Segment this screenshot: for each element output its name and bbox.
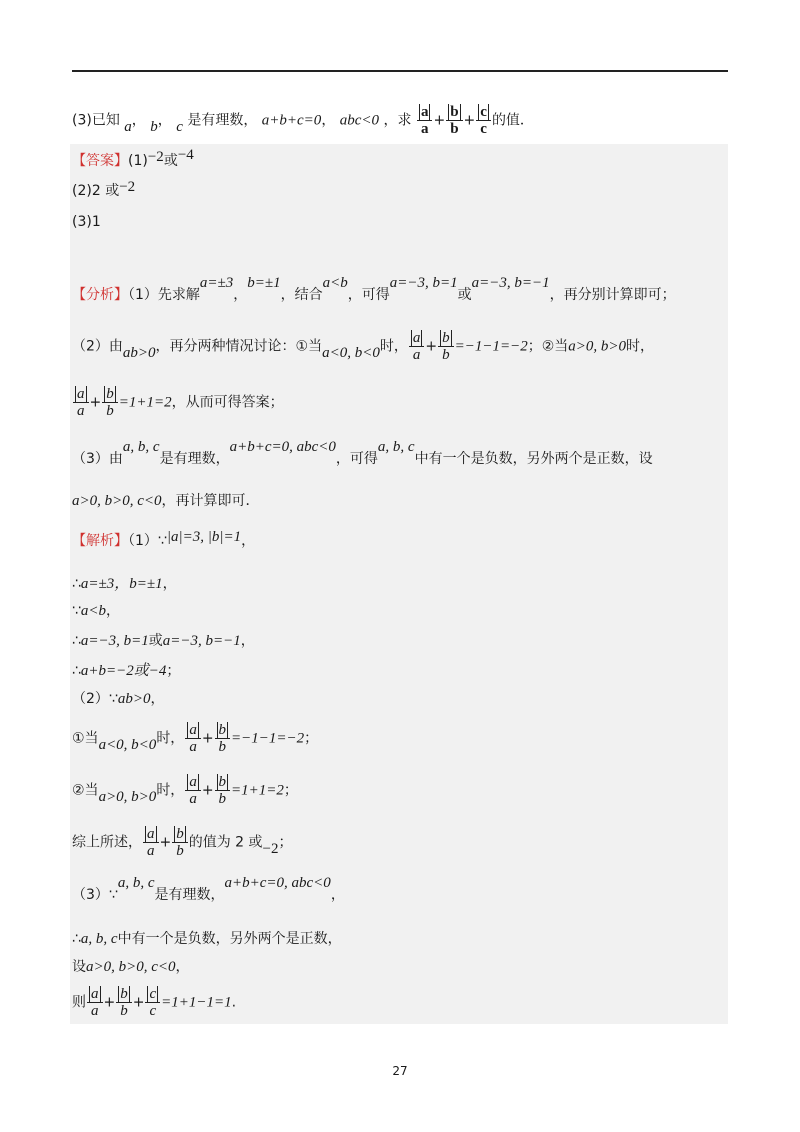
page-number: 27 — [392, 1064, 408, 1078]
analysis-math: =−1−1=−2 — [454, 338, 528, 355]
answer-line-1 — [72, 147, 194, 170]
analysis-line-3: $\frac{a}{a}$ + $\frac{b}{b}$ =1+1=2，从而可得答案； — [72, 386, 284, 419]
header-rule — [72, 70, 728, 72]
answer-line-3 — [72, 214, 101, 230]
var-c: c — [176, 118, 183, 135]
analysis-text: 中有一个是负数，另外两个是正数，设 — [414, 451, 653, 467]
solution-text: ②当 — [72, 782, 99, 799]
analysis-text: （1）先求解 — [128, 287, 200, 303]
frac-abs-a: $\frac{a}{a}$ — [409, 330, 425, 363]
frac-c: $\frac{c}{c}$ — [476, 104, 491, 137]
solution-text: 或 — [148, 633, 163, 649]
var-a: a — [124, 118, 132, 135]
solution-line-12: 设a>0, b>0, c<0， — [72, 959, 190, 975]
solution-line-11 — [72, 928, 342, 948]
solution-line-10: （3）∵a, b, c是有理数，a+b+c=0, abc<0， — [72, 875, 345, 903]
frac-abs-b: $\frac{b}{b}$ — [215, 722, 231, 755]
therefore-sign: ∴ — [72, 931, 81, 947]
q3-text3: 的值． — [491, 112, 534, 129]
q3-cond2: abc<0 — [339, 112, 380, 129]
answer-1-value2: −4 — [177, 147, 194, 163]
analysis-math: a>0, b>0 — [568, 338, 627, 355]
analysis-line-2: （2）由ab>0，再分两种情况讨论：①当a<0, b<0时， $\frac{a}{a}$ + $\frac{b}{b}$ =−1−1=−2；②当a>0, b>0时， — [72, 330, 655, 363]
frac-abs-c: $\frac{c}{c}$ — [145, 986, 160, 1019]
solution-math: −2 — [262, 840, 279, 857]
q3-text: 是有理数， — [187, 112, 258, 129]
analysis-math: a=−3, b=1 — [389, 275, 458, 291]
solution-text: （1）∵ — [128, 533, 167, 549]
solution-line-13: 则 $\frac{a}{a}$ + $\frac{b}{b}$ + $\frac{c}{c}$ =1+1−1=1. — [72, 986, 237, 1019]
analysis-math: a, b, c — [377, 439, 415, 455]
solution-text: 综上所述， — [72, 834, 142, 851]
solution-line-5: ∴a+b=−2或−4； — [72, 663, 181, 679]
solution-line-4: ∴a=−3, b=1或a=−3, b=−1， — [72, 633, 255, 649]
answer-line-2 — [72, 180, 135, 200]
frac-abs-a: $\frac{a}{a}$ — [87, 986, 103, 1019]
solution-math: a+b=−2或−4 — [80, 663, 167, 679]
solution-math: ab>0 — [117, 691, 151, 707]
analysis-math: a<b — [322, 275, 348, 291]
answer-1-or: 或 — [163, 153, 178, 169]
analysis-text: 或 — [457, 287, 472, 303]
solution-math: =−1−1=−2 — [231, 730, 305, 747]
frac-abs-b: $\frac{b}{b}$ — [102, 386, 118, 419]
therefore-sign: ∴ — [72, 663, 81, 679]
q3-cond1: a+b+c=0 — [261, 112, 322, 129]
solution-math: a+b+c=0, abc<0 — [224, 875, 331, 891]
answer-1-value1: −2 — [147, 149, 164, 165]
analysis-math: a=±3 — [199, 275, 234, 291]
answer-1-label: (1) — [128, 153, 148, 169]
solution-math: a=−3, b=1 — [80, 633, 149, 649]
frac-abs-b: $\frac{b}{b}$ — [215, 774, 231, 807]
analysis-tag: 【分析】 — [72, 287, 128, 303]
frac-abs-b: $\frac{b}{b}$ — [116, 986, 132, 1019]
frac-a: $\frac{a}{a}$ — [417, 104, 433, 137]
analysis-text: ，可得 — [335, 451, 378, 467]
analysis-math: a>0, b>0, c<0 — [72, 493, 162, 509]
analysis-line-1: 【分析】（1）先求解a=±3，b=±1，结合a<b，可得a=−3, b=1或a=−3, b=−1，再分别计算即可； — [72, 275, 676, 303]
solution-text: 中有一个是负数，另外两个是正数， — [117, 931, 342, 947]
q3-prefix: (3)已知 — [72, 112, 120, 129]
solution-math: a>0, b>0 — [98, 788, 157, 805]
analysis-line-5 — [72, 490, 260, 510]
solution-math: a<b — [80, 603, 107, 619]
solution-math: a=±3，b=±1 — [80, 576, 163, 592]
therefore-sign: ∴ — [72, 633, 81, 649]
answer-3: (3)1 — [72, 214, 101, 230]
solution-text: 时， — [156, 730, 185, 747]
analysis-text: （3）由 — [72, 451, 123, 467]
frac-abs-a: $\frac{a}{a}$ — [185, 722, 201, 755]
analysis-text: ，结合 — [280, 287, 323, 303]
frac-abs-a: $\frac{a}{a}$ — [185, 774, 201, 807]
frac-abs-a: $\frac{a}{a}$ — [143, 826, 159, 859]
analysis-text: 时， — [626, 338, 655, 355]
solution-math: =1+1=2 — [231, 782, 284, 799]
solution-math: a<0, b<0 — [98, 736, 157, 753]
analysis-math: a=−3, b=−1 — [471, 275, 550, 291]
answer-2-value: −2 — [119, 179, 136, 195]
solution-line-1: 【解析】（1）∵|a|=3, |b|=1， — [72, 529, 256, 549]
solution-math: a>0, b>0, c<0 — [86, 959, 176, 975]
solution-math: a=−3, b=−1 — [162, 633, 241, 649]
analysis-text: 时， — [379, 338, 408, 355]
frac-abs-b: $\frac{b}{b}$ — [438, 330, 454, 363]
solution-math: =1+1−1=1 — [161, 994, 232, 1011]
solution-math: a, b, c — [117, 875, 155, 891]
solution-text: 设 — [72, 959, 86, 975]
solution-text: （3）∵ — [72, 887, 118, 903]
answer-2-label: (2)2 或 — [72, 183, 120, 199]
analysis-text: ，可得 — [347, 287, 390, 303]
solution-line-2: ∴a=±3，b=±1， — [72, 576, 177, 592]
q3-text2: ，求 — [383, 112, 412, 129]
solution-text: 时， — [156, 782, 185, 799]
solution-text: 则 — [72, 994, 86, 1011]
analysis-text: ，再计算即可． — [161, 493, 260, 509]
solution-line-9: 综上所述， $\frac{a}{a}$ + $\frac{b}{b}$ 的值为 2 或−2； — [72, 826, 293, 859]
solution-line-7: ①当a<0, b<0时， $\frac{a}{a}$ + $\frac{b}{b}$ =−1−1=−2； — [72, 722, 319, 755]
solution-line-3: ∵a<b， — [72, 603, 121, 619]
analysis-line-4 — [72, 439, 653, 468]
solution-text: （2）∵ — [72, 691, 118, 707]
var-b: b — [150, 118, 158, 135]
analysis-text: （2）由 — [72, 338, 123, 355]
analysis-text: 是有理数， — [159, 451, 230, 467]
analysis-text: ；②当 — [527, 338, 569, 355]
frac-abs-b: $\frac{b}{b}$ — [172, 826, 188, 859]
solution-text: ①当 — [72, 730, 99, 747]
analysis-math: a<0, b<0 — [322, 344, 380, 361]
solution-text: 的值为 2 或 — [188, 834, 263, 851]
analysis-math: a, b, c — [122, 439, 160, 455]
analysis-math: a+b+c=0, abc<0 — [229, 439, 336, 455]
analysis-math: ab>0 — [122, 344, 156, 361]
solution-math: |a|=3, |b|=1 — [166, 529, 242, 545]
because-sign: ∵ — [72, 603, 81, 619]
solution-line-6: （2）∵ab>0， — [72, 691, 165, 707]
solution-tag: 【解析】 — [72, 533, 128, 549]
question-3: (3)已知 a， b， c 是有理数， a+b+c=0， abc<0 ，求 $\frac{a}{a}$ + $\frac{b}{b}$ + $\frac{c}{c}$ 的值． — [72, 104, 534, 137]
frac-abs-a: $\frac{a}{a}$ — [73, 386, 89, 419]
analysis-math: b=±1 — [247, 275, 281, 291]
analysis-text: ，再分两种情况讨论：①当 — [155, 338, 323, 355]
solution-line-8: ②当a>0, b>0时， $\frac{a}{a}$ + $\frac{b}{b}$ =1+1=2； — [72, 774, 298, 807]
frac-b: $\frac{b}{b}$ — [446, 104, 462, 137]
answer-tag: 【答案】 — [72, 153, 128, 169]
analysis-text: ，再分别计算即可； — [549, 287, 676, 303]
solution-text: 是有理数， — [154, 887, 225, 903]
solution-math: a, b, c — [80, 931, 118, 947]
therefore-sign: ∴ — [72, 576, 81, 592]
analysis-text: ，从而可得答案； — [171, 394, 284, 411]
analysis-math: =1+1=2 — [118, 394, 172, 411]
